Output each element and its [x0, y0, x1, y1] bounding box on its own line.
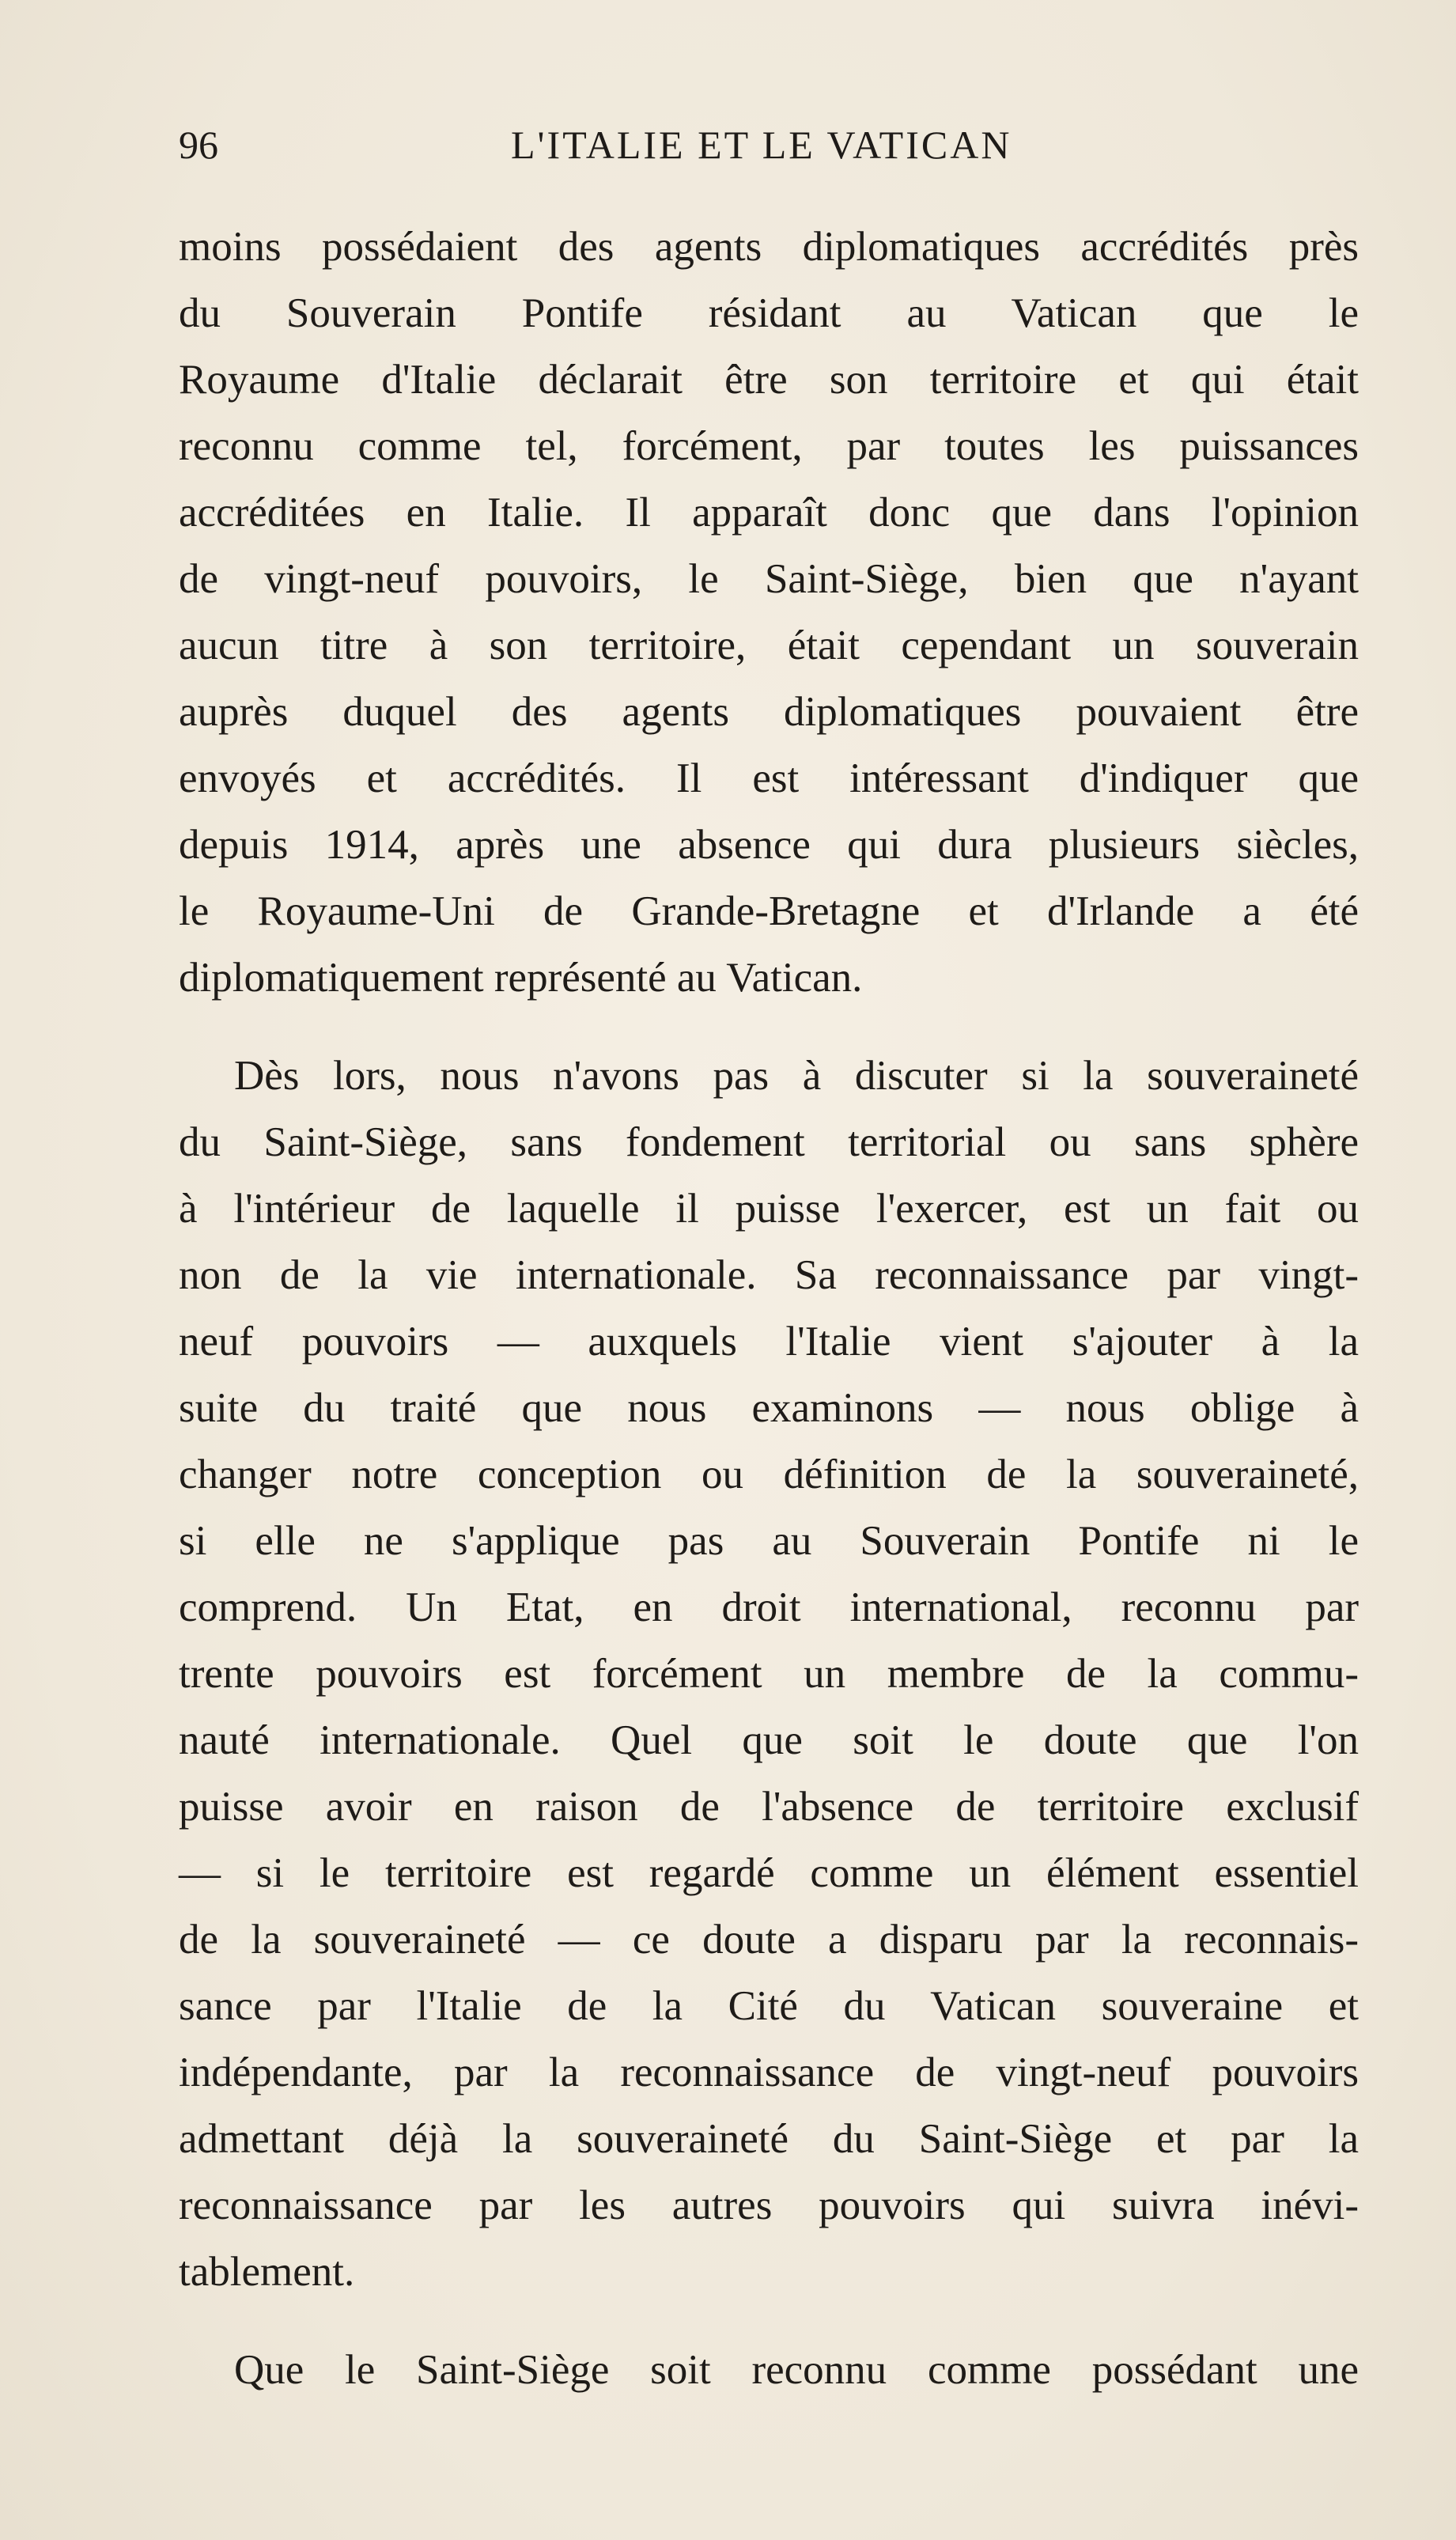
text-line: Que le Saint-Siège soit reconnu comme possédant une	[234, 2347, 1359, 2393]
text-line: trente pouvoirs est forcément un membre de la commu-	[179, 1651, 1359, 1697]
text-line: aucun titre à son territoire, était cependant un souverain	[179, 623, 1359, 668]
text-line: moins possédaient des agents diplomatiques accrédités près	[179, 224, 1359, 270]
text-line: indépendante, par la reconnaissance de vingt-neuf pouvoirs	[179, 2050, 1359, 2095]
paragraph-1	[179, 214, 1359, 1011]
text-line: neuf pouvoirs — auxquels l'Italie vient s'ajouter à la	[179, 1319, 1359, 1365]
text-line: non de la vie internationale. Sa reconnaissance par vingt-	[179, 1252, 1359, 1298]
text-line: si elle ne s'applique pas au Souverain Pontife ni le	[179, 1518, 1359, 1564]
text-line: suite du traité que nous examinons — nous oblige à	[179, 1385, 1359, 1431]
text-line: Royaume d'Italie déclarait être son territoire et qui était	[179, 357, 1359, 403]
body-text	[179, 214, 1359, 2403]
text-line: nauté internationale. Quel que soit le doute que l'on	[179, 1717, 1359, 1763]
text-line: depuis 1914, après une absence qui dura plusieurs siècles,	[179, 822, 1359, 868]
paragraph-2	[179, 1043, 1359, 2305]
text-line: envoyés et accrédités. Il est intéressant d'indiquer que	[179, 755, 1359, 801]
text-line: sance par l'Italie de la Cité du Vatican souveraine et	[179, 1983, 1359, 2029]
text-line: admettant déjà la souveraineté du Saint-Siège et par la	[179, 2116, 1359, 2162]
text-line: diplomatiquement représenté au Vatican.	[179, 955, 863, 1001]
text-line: Dès lors, nous n'avons pas à discuter si la souveraineté	[234, 1053, 1359, 1099]
paragraph-gap	[179, 1011, 1359, 1043]
page-header	[179, 117, 1359, 172]
text-line: changer notre conception ou définition de la souveraineté,	[179, 1452, 1359, 1497]
paragraph-3	[179, 2337, 1359, 2403]
page-number: 96	[179, 123, 218, 167]
text-line: du Saint-Siège, sans fondement territorial ou sans sphère	[179, 1119, 1359, 1165]
text-line: reconnaissance par les autres pouvoirs qui suivra inévi-	[179, 2182, 1359, 2228]
text-line: de vingt-neuf pouvoirs, le Saint-Siège, bien que n'ayant	[179, 556, 1359, 602]
text-line: de la souveraineté — ce doute a disparu par la reconnais-	[179, 1917, 1359, 1963]
text-line: reconnu comme tel, forcément, par toutes les puissances	[179, 423, 1359, 469]
running-head: L'ITALIE ET LE VATICAN	[511, 123, 1012, 167]
text-line: comprend. Un Etat, en droit international, reconnu par	[179, 1584, 1359, 1630]
text-line: du Souverain Pontife résidant au Vatican que le	[179, 290, 1359, 336]
text-line: — si le territoire est regardé comme un élément essentiel	[179, 1850, 1359, 1896]
text-line: auprès duquel des agents diplomatiques pouvaient être	[179, 689, 1359, 735]
text-line: puisse avoir en raison de l'absence de territoire exclusif	[179, 1784, 1359, 1830]
paragraph-gap	[179, 2305, 1359, 2337]
text-line: le Royaume-Uni de Grande-Bretagne et d'Irlande a été	[179, 888, 1359, 934]
text-line: à l'intérieur de laquelle il puisse l'exercer, est un fait ou	[179, 1186, 1359, 1232]
text-line: tablement.	[179, 2249, 355, 2295]
text-line: accréditées en Italie. Il apparaît donc que dans l'opinion	[179, 490, 1359, 536]
